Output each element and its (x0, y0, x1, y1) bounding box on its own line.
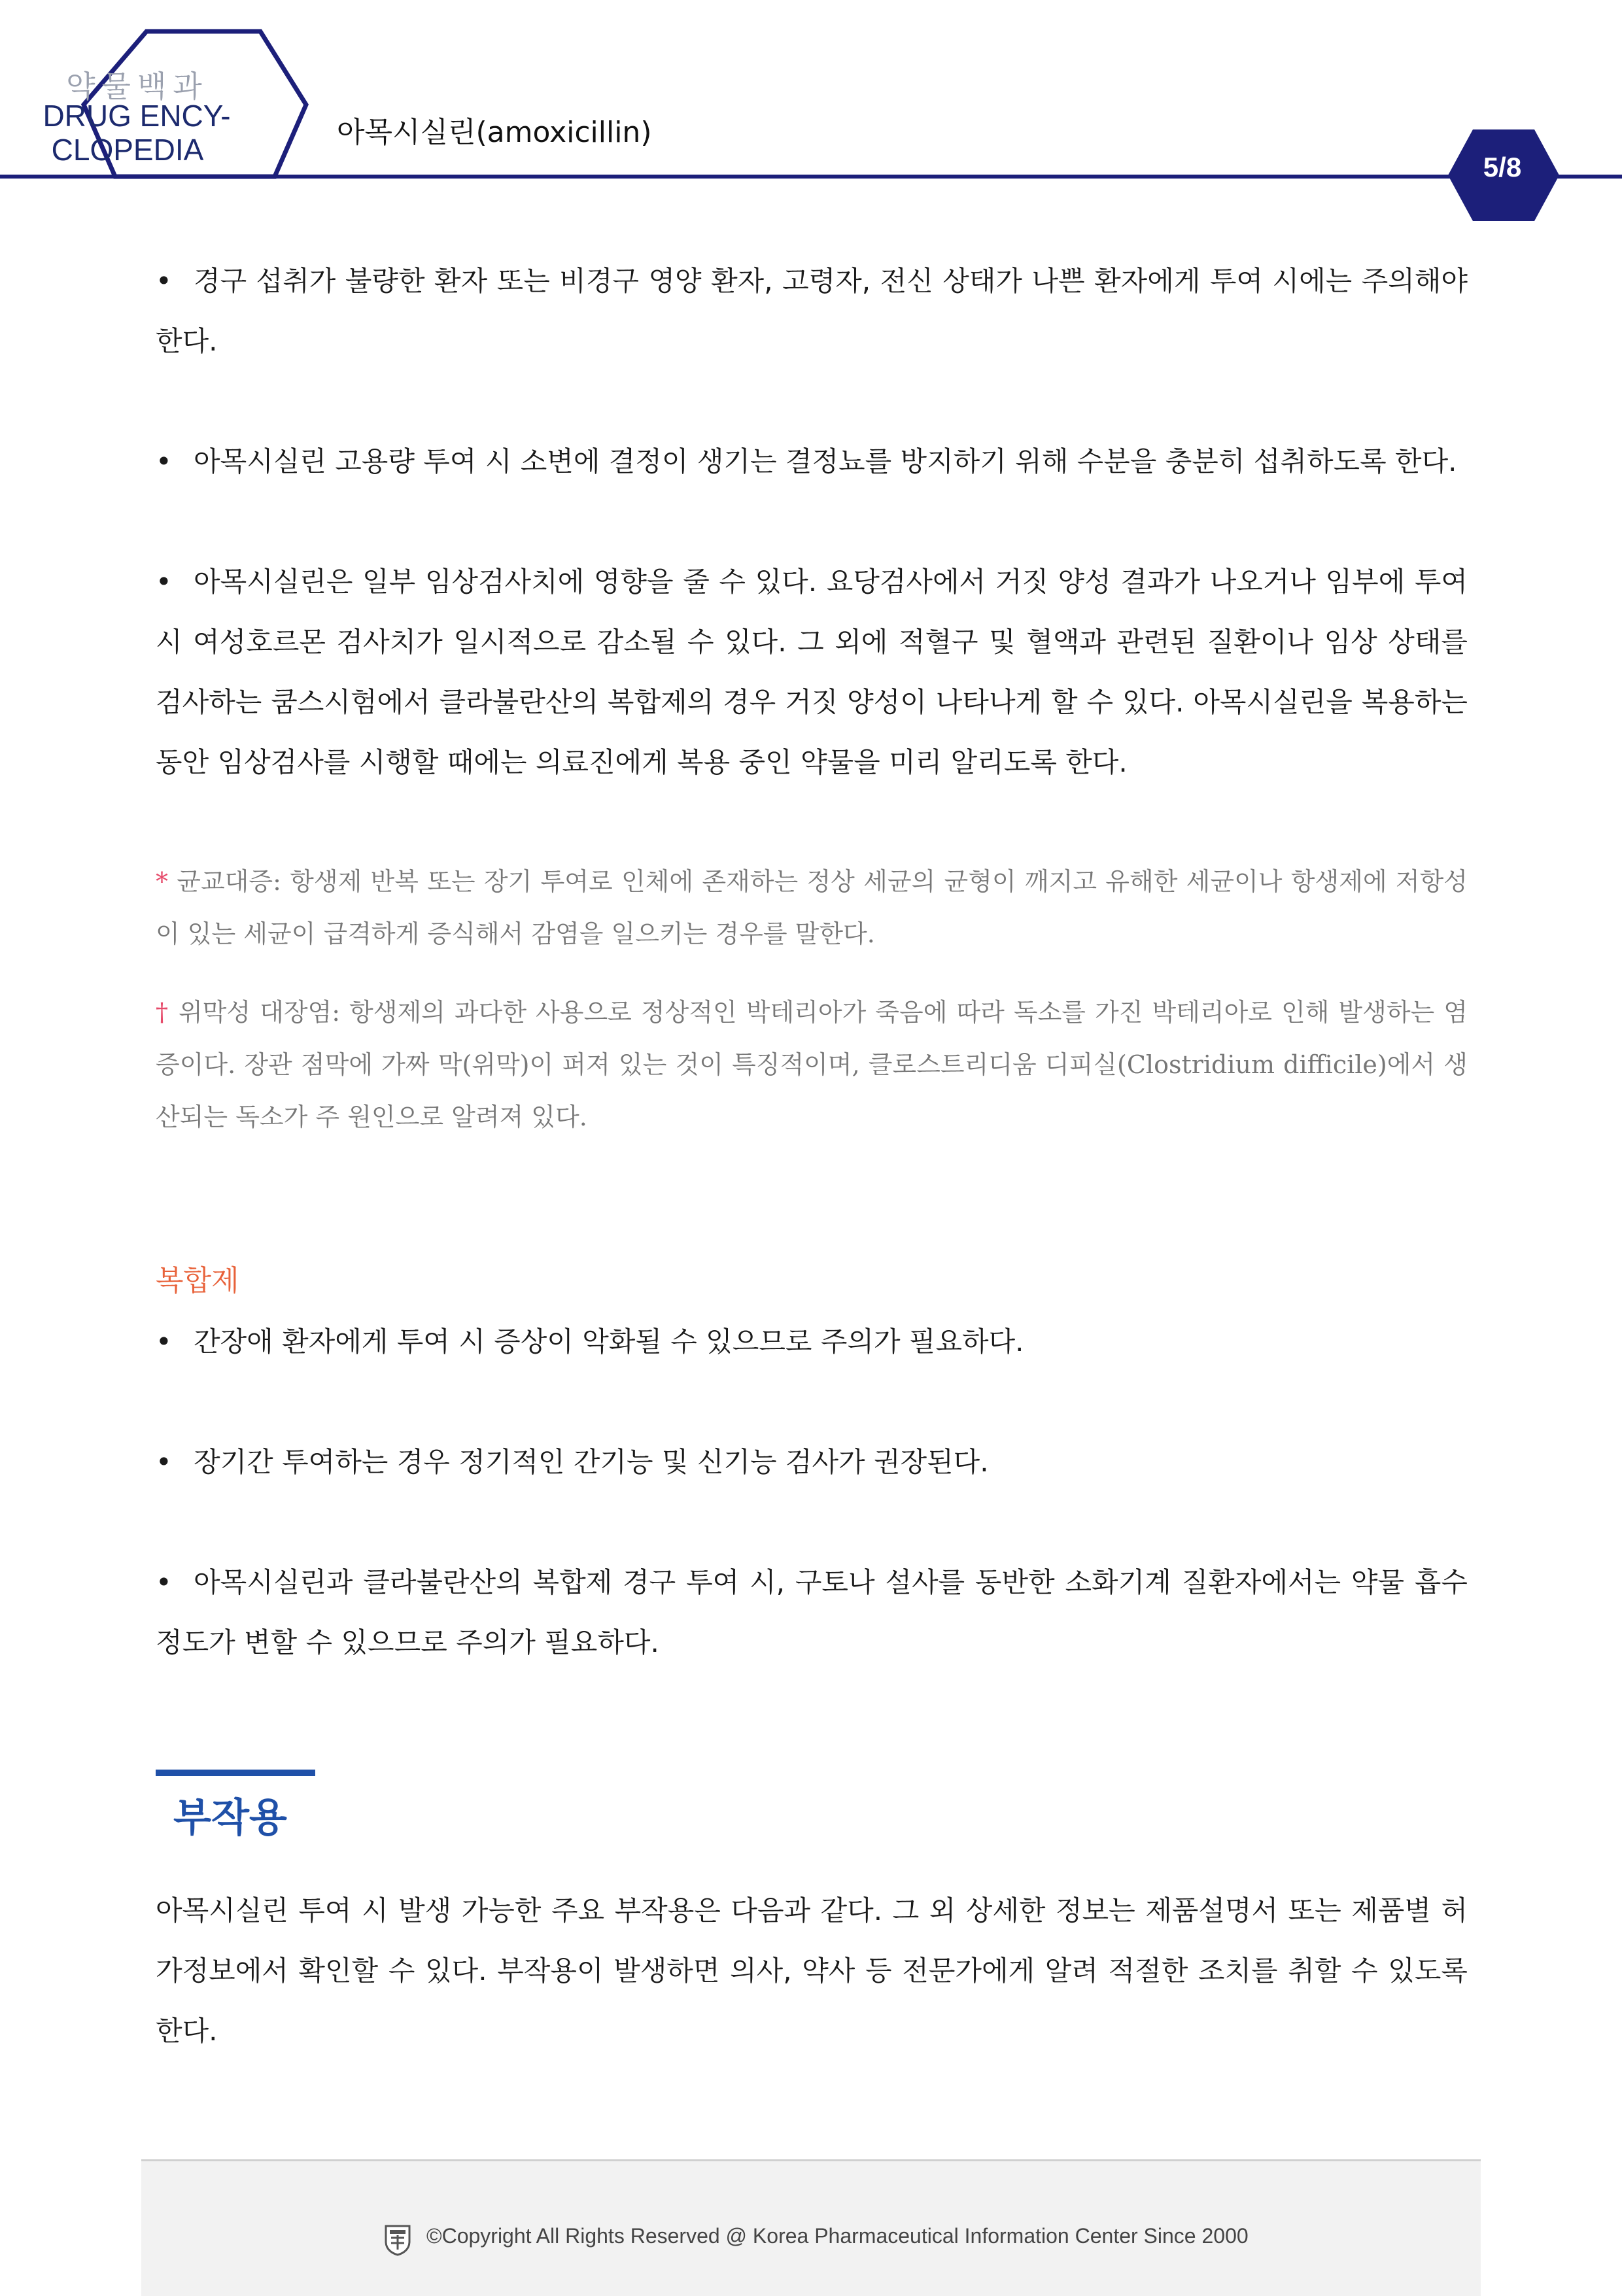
logo-english-line-2: CLOPEDIA (51, 133, 204, 167)
footnote-superinfection (156, 855, 1468, 960)
paragraph-text: 간장애 환자에게 투여 시 증상이 악화될 수 있으므로 주의가 필요하다. (194, 1326, 1024, 1358)
logo-english-line-1: DRUG ENCY- (43, 99, 231, 133)
paragraph-text: 장기간 투여하는 경우 정기적인 간기능 및 신기능 검사가 권장된다. (194, 1446, 989, 1478)
bullet: • (156, 445, 172, 477)
paragraph-text: 아목시실린과 클라불란산의 복합제 경구 투여 시, 구토나 설사를 동반한 소화기계 질환자에서는 약물 흡수 정도가 변할 수 있으므로 주의가 필요하다. (156, 1566, 1468, 1658)
footnote-text: 균교대증: 항생제 반복 또는 장기 투여로 인체에 존재하는 정상 세균의 균형이 깨지고 유해한 세균이나 항생제에 저항성이 있는 세균이 급격하게 증식해서 감염을 일으키는 경우를 말한다. (156, 867, 1468, 948)
combination-item-3 (156, 1552, 1468, 1673)
footer (141, 2159, 1481, 2296)
side-effects-intro: 아목시실린 투여 시 발생 가능한 주요 부작용은 다음과 같다. 그 외 상세한 정보는 제품설명서 또는 제품별 허가정보에서 확인할 수 있다. 부작용이 발생하면 의사, 약사 등 전문가에게 알려 적절한 조치를 취할 수 있도록 한다. (156, 1894, 1468, 2047)
combination-item-1 (156, 1312, 1468, 1372)
section-accent-bar (156, 1770, 315, 1776)
bullet: • (156, 566, 172, 598)
precaution-paragraph-3 (156, 552, 1468, 793)
combination-heading: 복합제 (156, 1264, 239, 1297)
paragraph-text: 경구 섭취가 불량한 환자 또는 비경구 영양 환자, 고령자, 전신 상태가 나쁜 환자에게 투여 시에는 주의해야 한다. (156, 265, 1468, 357)
bullet: • (156, 1446, 172, 1478)
footnote-pseudomembranous-colitis (156, 986, 1468, 1143)
logo-korean-text: 약물백과 (66, 69, 209, 104)
bullet: • (156, 265, 172, 297)
paragraph-text: 아목시실린은 일부 임상검사치에 영향을 줄 수 있다. 요당검사에서 거짓 양성 결과가 나오거나 임부에 투여 시 여성호르몬 검사치가 일시적으로 감소될 수 있다. 그 외에 적혈구 및 혈액과 관련된 질환이나 임상 상태를 검사하는 쿰스시험에서 클라불란산의 복합제의 경우 거짓 양성이 나타나게 할 수 있다. 아목시실린을 복용하는 동안 임상검사를 시행할 때에는 의료진에게 복용 중인 약물을 미리 알리도록 한다. (156, 566, 1468, 778)
footnote-mark: * (156, 867, 168, 896)
precaution-paragraph-1 (156, 251, 1468, 371)
copyright-text: ©Copyright All Rights Reserved @ Korea Pharmaceutical Information Center Since 2000 (426, 2224, 1249, 2248)
page-number: 5/8 (1483, 152, 1522, 182)
footnote-text: 위막성 대장염: 항생제의 과다한 사용으로 정상적인 박테리아가 죽음에 따라 독소를 가진 박테리아로 인해 발생하는 염증이다. 장관 점막에 가짜 막(위막)이 퍼져 있는 것이 특징적이며, 클로스트리디움 디피실(Clostridium difficile)에서 생산되는 독소가 주 원인으로 알려져 있다. (156, 998, 1468, 1131)
side-effects-heading: 부작용 (173, 1795, 287, 1841)
bullet: • (156, 1566, 172, 1598)
paragraph-text: 아목시실린 고용량 투여 시 소변에 결정이 생기는 결정뇨를 방지하기 위해 수분을 충분히 섭취하도록 한다. (194, 445, 1457, 477)
bullet: • (156, 1326, 172, 1358)
kpic-emblem-icon (383, 2223, 412, 2256)
document-title: 아목시실린(amoxicillin) (337, 116, 652, 149)
footnote-mark: † (156, 998, 169, 1027)
precaution-paragraph-2 (156, 432, 1468, 492)
combination-item-2 (156, 1432, 1468, 1492)
